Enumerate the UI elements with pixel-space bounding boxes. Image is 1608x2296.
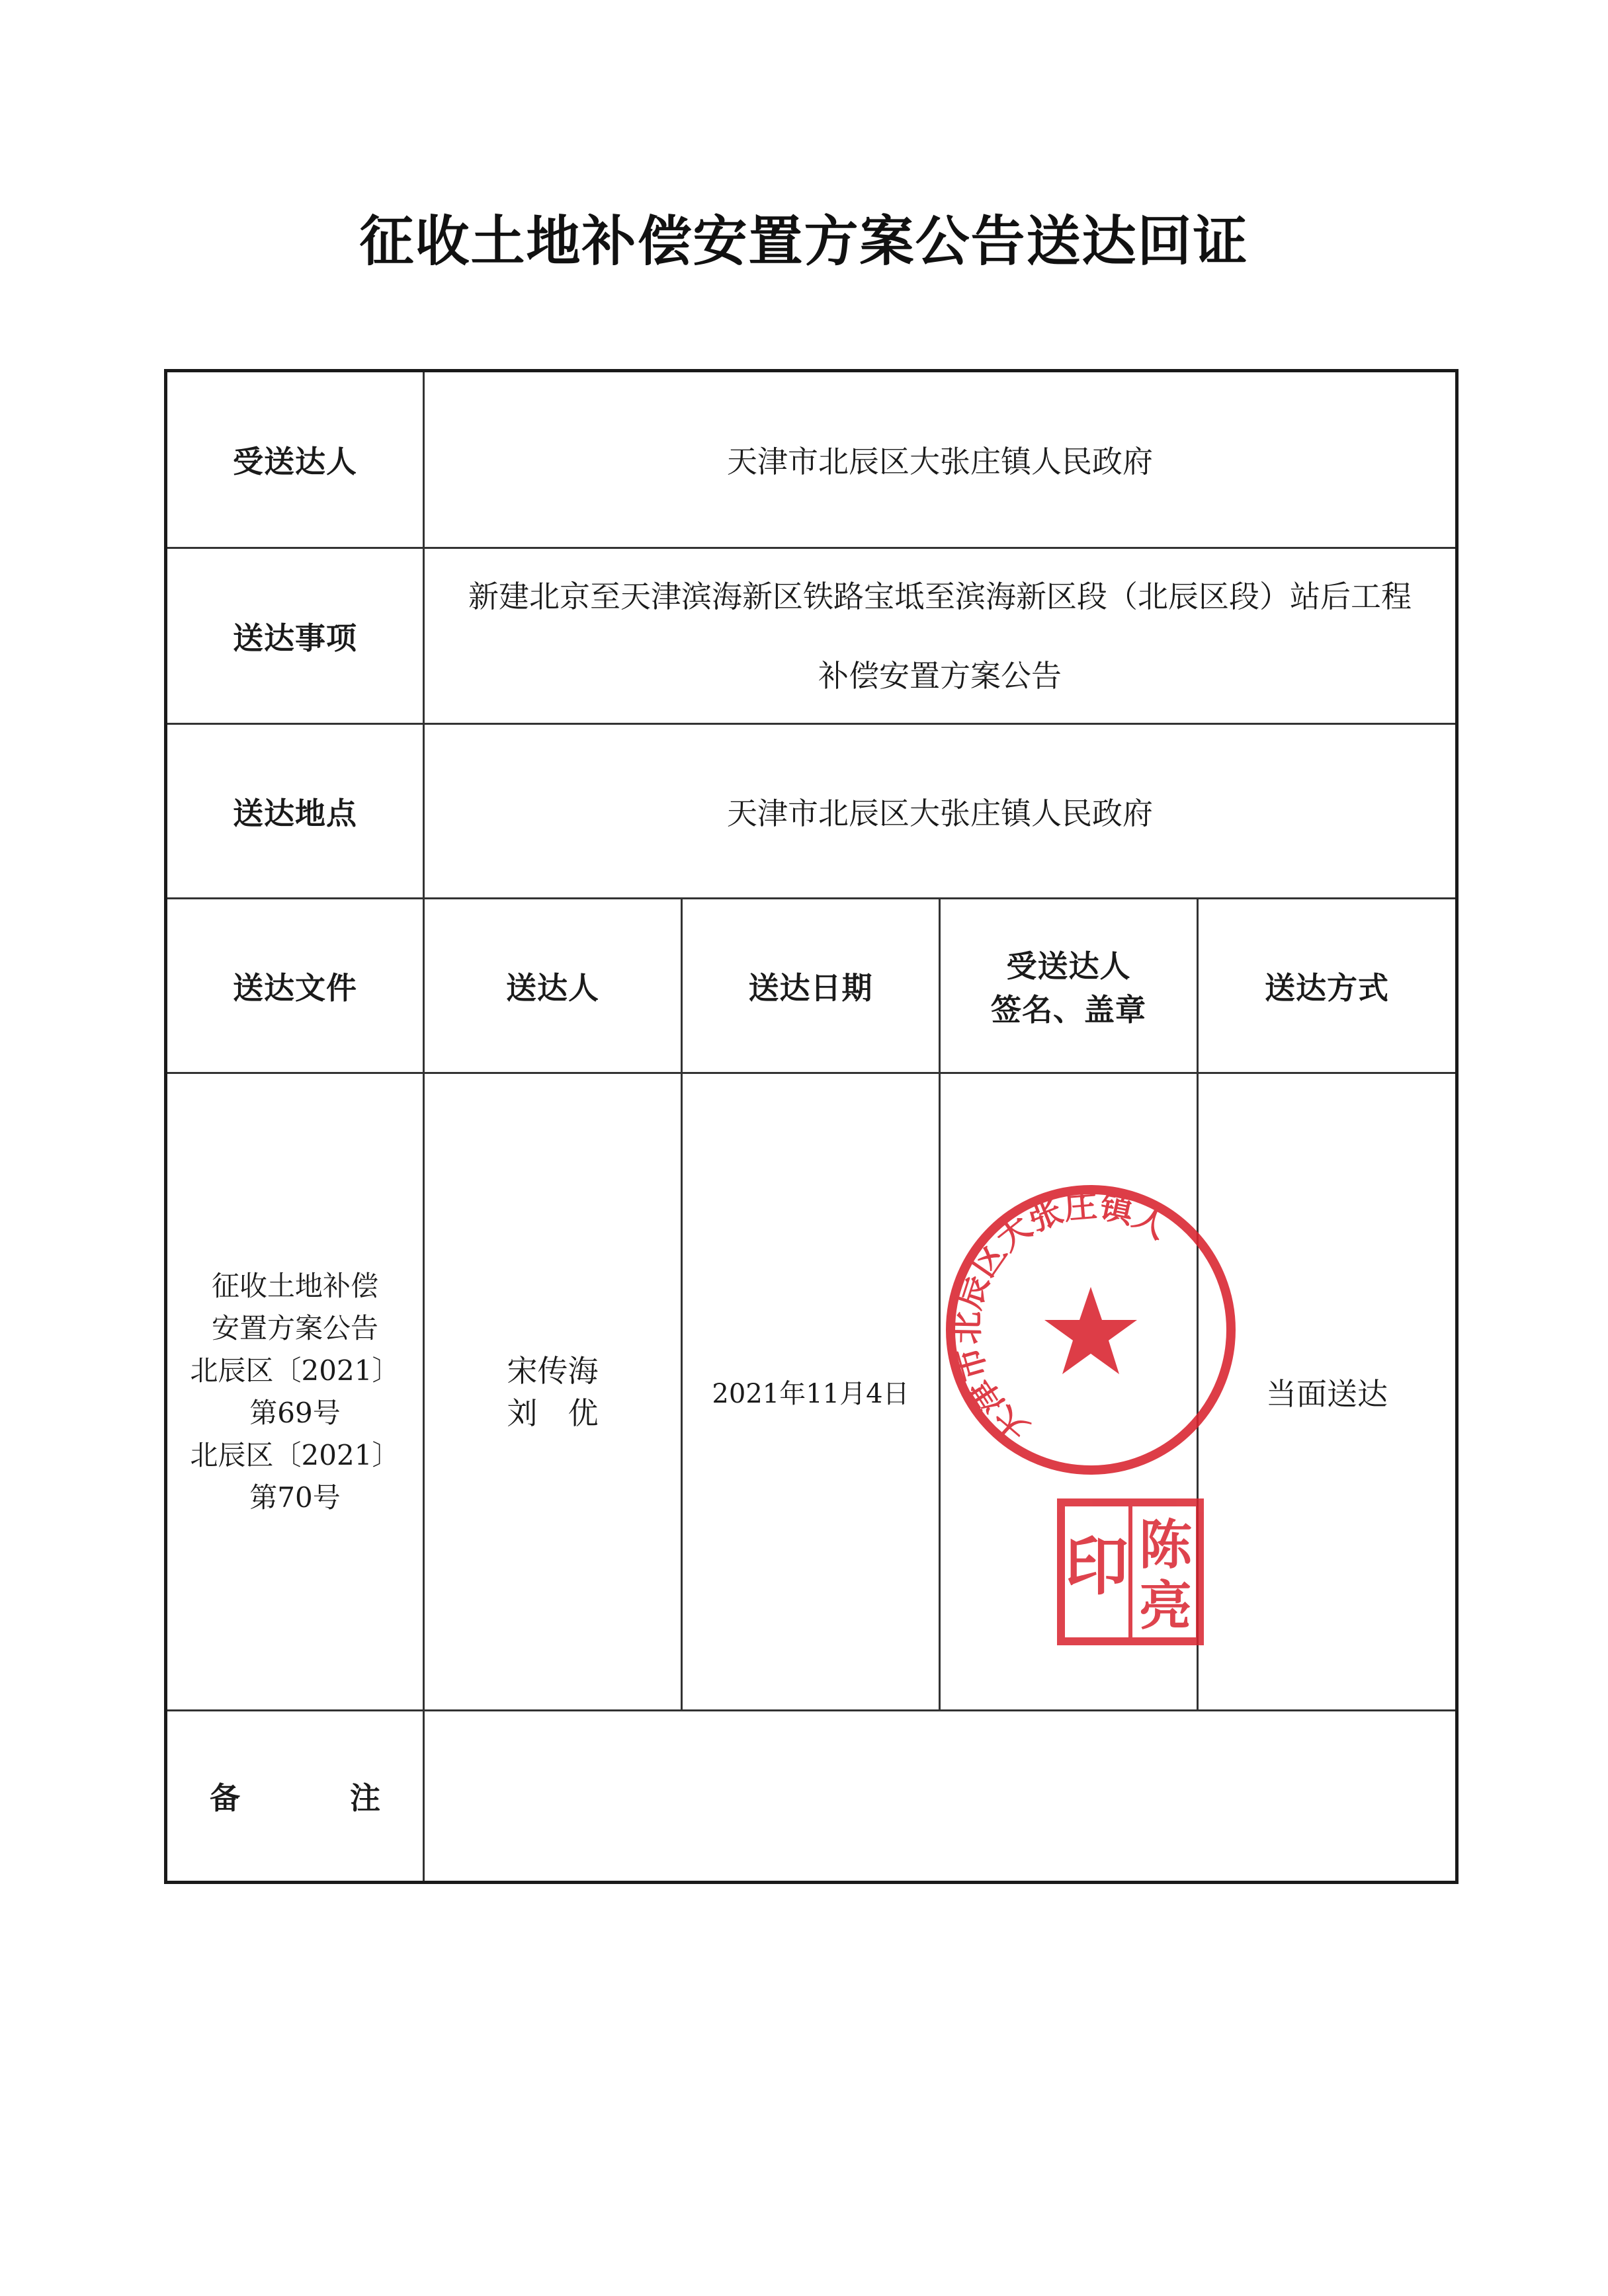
header-signature-line2: 签名、盖章 [991,991,1146,1028]
remarks-label: 备 注 [166,1711,424,1883]
recipient-value: 天津市北辰区大张庄镇人民政府 [424,371,1457,548]
record-signature [940,1073,1198,1711]
matter-line-2: 补偿安置方案公告 [818,657,1062,694]
document-line: 第70号 [249,1481,341,1514]
record-senders [424,1073,682,1711]
record-documents [166,1073,424,1711]
location-row [166,724,1457,899]
sender-name: 宋传海 [507,1352,599,1389]
document-title: 征收土地补偿安置方案公告送达回证 [359,210,1249,273]
document-line: 第69号 [249,1396,341,1429]
header-signature-line1: 受送达人 [1006,948,1131,984]
header-documents: 送达文件 [166,899,424,1073]
record-method: 当面送达 [1198,1073,1457,1711]
matter-label: 送达事项 [166,548,424,724]
location-label: 送达地点 [166,724,424,899]
location-value: 天津市北辰区大张庄镇人民政府 [424,724,1457,899]
remarks-row [166,1711,1457,1883]
record-row [166,1073,1457,1711]
document-line: 安置方案公告 [211,1311,378,1344]
document-line: 征收土地补偿 [211,1269,378,1302]
record-date: 2021年11月4日 [682,1073,940,1711]
matter-line-1: 新建北京至天津滨海新区铁路宝坻至滨海新区段（北辰区段）站后工程 [468,578,1412,614]
sender-name: 刘 优 [507,1395,599,1431]
matter-value [424,548,1457,724]
document-line: 北辰区〔2021〕 [190,1354,400,1387]
header-signature [940,899,1198,1073]
header-method: 送达方式 [1198,899,1457,1073]
svg-text:亮: 亮 [1139,1575,1192,1637]
header-row [166,899,1457,1073]
header-date: 送达日期 [682,899,940,1073]
matter-row [166,548,1457,724]
svg-text:印: 印 [1065,1529,1128,1604]
svg-text:陈: 陈 [1139,1514,1192,1576]
official-seal-text: 天津市北辰区大张庄镇人民政府 [947,1186,1175,1450]
header-sender: 送达人 [424,899,682,1073]
recipient-row [166,371,1457,548]
delivery-receipt-table [164,369,1459,1884]
recipient-label: 受送达人 [166,371,424,548]
remarks-value [424,1711,1457,1883]
document-line: 北辰区〔2021〕 [190,1438,400,1471]
